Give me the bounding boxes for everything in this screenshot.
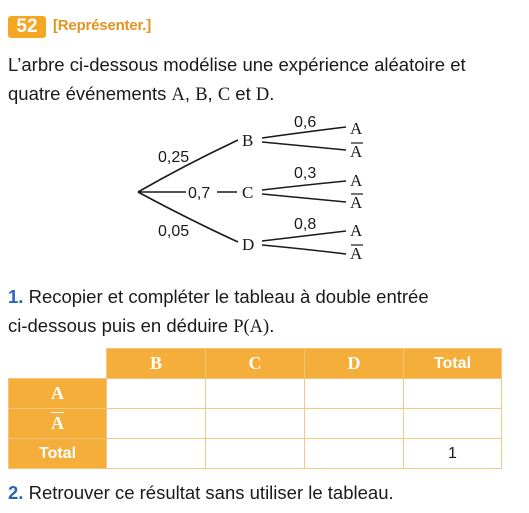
table-corner bbox=[9, 349, 107, 379]
leaf-d-abar: A bbox=[350, 244, 363, 263]
row-header-abar: $\overline{A}$ bbox=[9, 409, 107, 439]
leaf-d-a: A bbox=[350, 221, 363, 240]
prob-c: 0,7 bbox=[188, 185, 211, 202]
question-1-text: Recopier et compléter le tableau à double entrée bbox=[23, 286, 429, 307]
table-cell bbox=[305, 379, 404, 409]
table-cell bbox=[107, 379, 206, 409]
table-cell-total-value: 1 bbox=[404, 439, 502, 469]
event-c: C bbox=[217, 85, 231, 105]
prob-b: 0,25 bbox=[158, 149, 190, 166]
double-entry-table bbox=[8, 348, 502, 469]
formula-pa: P(A) bbox=[233, 317, 270, 337]
table-cell bbox=[206, 439, 305, 469]
table-cell bbox=[305, 439, 404, 469]
question-2 bbox=[8, 478, 394, 507]
leaf-c-a: A bbox=[350, 171, 363, 190]
table-cell bbox=[206, 379, 305, 409]
prob-a-given-d: 0,8 bbox=[294, 216, 317, 233]
row-header-a: A bbox=[9, 379, 107, 409]
exercise-number-badge: 52 bbox=[8, 16, 46, 38]
table-cell bbox=[404, 379, 502, 409]
question-2-text: Retrouver ce résultat sans utiliser le tableau. bbox=[23, 482, 394, 503]
end-dot: . bbox=[269, 315, 275, 336]
sep: , bbox=[207, 83, 218, 104]
prob-d: 0,05 bbox=[158, 223, 190, 240]
intro-line-1: L’arbre ci-dessous modélise une expérience aléatoire et bbox=[8, 54, 466, 75]
branch-d-abar bbox=[262, 245, 346, 254]
conj: et bbox=[230, 83, 256, 104]
col-header-b: B bbox=[107, 349, 206, 379]
prob-a-given-c: 0,3 bbox=[294, 165, 317, 182]
table-cell bbox=[305, 409, 404, 439]
col-header-d: D bbox=[305, 349, 404, 379]
leaf-b-abar: A bbox=[350, 142, 363, 161]
branch-c-abar bbox=[262, 194, 346, 202]
table-cell bbox=[107, 439, 206, 469]
node-b: B bbox=[242, 131, 254, 150]
event-b: B bbox=[195, 85, 208, 105]
table-row bbox=[9, 409, 502, 439]
table-header-row bbox=[9, 349, 502, 379]
question-1 bbox=[8, 282, 523, 342]
intro-prefix: quatre événements bbox=[8, 83, 172, 104]
sep: , bbox=[184, 83, 196, 104]
event-a: A bbox=[171, 85, 185, 105]
table-cell bbox=[107, 409, 206, 439]
question-1-line-2 bbox=[8, 311, 523, 342]
col-header-c: C bbox=[206, 349, 305, 379]
question-2-number: 2. bbox=[8, 482, 24, 503]
row-header-total: Total bbox=[9, 439, 107, 469]
event-d: D bbox=[255, 85, 270, 105]
node-d: D bbox=[242, 235, 255, 254]
table-row bbox=[9, 439, 502, 469]
leaf-c-abar: A bbox=[350, 193, 363, 212]
table-cell bbox=[206, 409, 305, 439]
branch-c-a bbox=[262, 181, 346, 190]
question-1-text-2: ci-dessous puis en déduire bbox=[8, 315, 234, 336]
col-header-total: Total bbox=[404, 349, 502, 379]
branch-b-abar bbox=[262, 142, 346, 150]
node-c: C bbox=[242, 183, 254, 202]
exercise-tag: [Représenter.] bbox=[53, 17, 152, 34]
table-row bbox=[9, 379, 502, 409]
question-1-line-1 bbox=[8, 282, 523, 311]
question-1-number: 1. bbox=[8, 286, 24, 307]
leaf-b-a: A bbox=[350, 119, 363, 138]
table-cell bbox=[404, 409, 502, 439]
end-dot: . bbox=[269, 83, 275, 104]
prob-a-given-b: 0,6 bbox=[294, 114, 317, 131]
